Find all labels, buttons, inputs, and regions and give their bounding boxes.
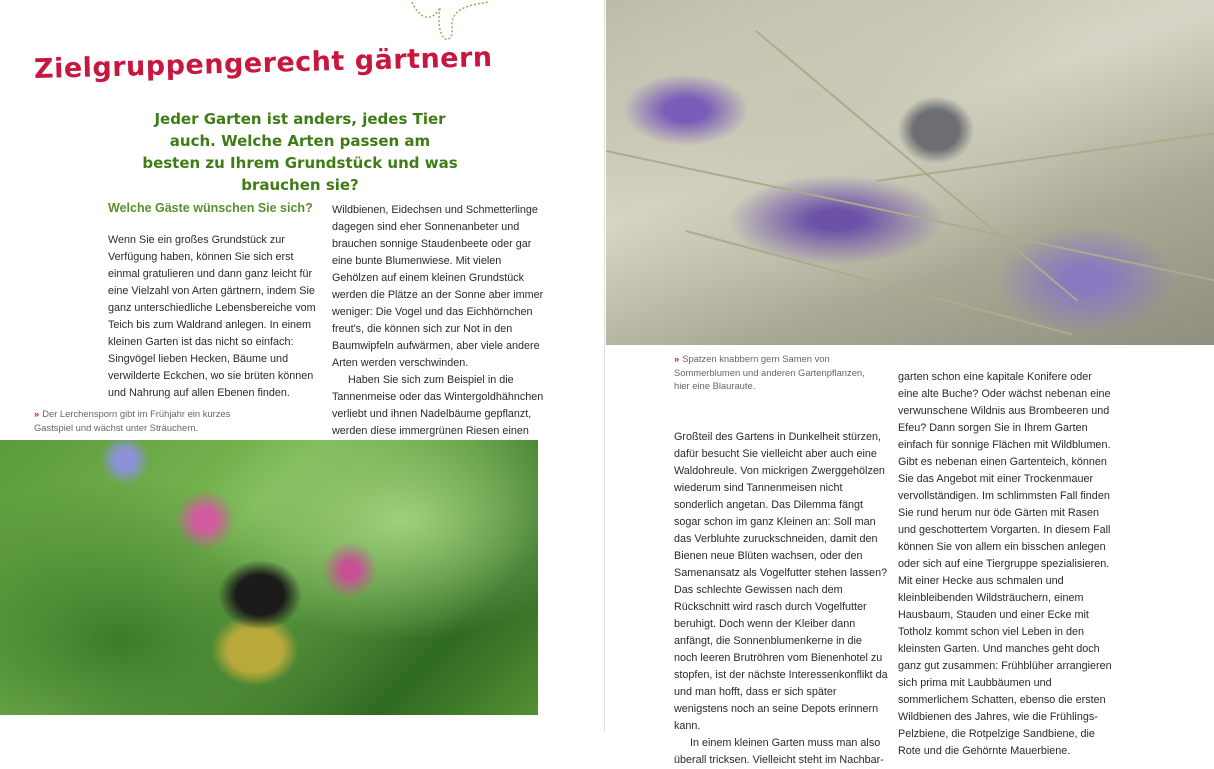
photo-great-tit-in-corydalis [0,440,538,715]
text-column-2 [332,202,546,440]
photo-sparrow-on-perovskia [606,0,1214,345]
photo-caption: » Der Lerchensporn gibt im Frühjahr ein kurzes Gastspiel und wächst unter Sträuchern. [34,408,231,433]
text-column-1 [108,232,320,402]
photo-caption: » Spatzen knabbern gern Samen von Sommerblumen und anderen Gartenpflanzen, hier eine Blauraute. [674,353,865,391]
left-page [0,0,605,732]
caption-marker-icon: » [34,408,40,419]
paragraph: In einem kleinen Garten muss man also überall tricksen. Vielleicht steht im Nachbar- [674,737,884,766]
caption-marker-icon: » [674,353,680,364]
decorative-swirl-icon [410,0,490,42]
page-subtitle: Jeder Garten ist anders, jedes Tier auch. Welche Arten passen am besten zu Ihrem Grundstück und was brauchen sie? [142,110,458,194]
paragraph: Wildbienen, Eidechsen und Schmetterlinge dagegen sind eher Sonnenanbeter und brauchen sonnige Staudenbeete oder gar eine bunte Blumenwiese. Mit vielen Gehölzen auf einem kleinen Grundstück werden die Plätze an der Sonne aber immer weniger: Die Vogel und das Eichhörnchen freut's, die können sich zur Not in den Baumwipfeln aufwärmen, aber viele andere Arten werden verschwinden. [332,204,544,369]
paragraph: Großteil des Gartens in Dunkelheit stürzen, dafür besucht Sie vielleicht aber auch eine Waldohreule. Von mickrigen Zwerggehölzen wiederum sind Tannenmeisen nicht sonderlich angetan. Das Dilemma fängt sogar schon im ganz Kleinen an: Soll man das Verbluhte zuruckschneiden, damit den Bienen neue Blüten wachsen, oder den Samenansatz als Vogelfutter stehen lassen? Das schlechte Gewissen nach dem Rückschnitt wird rasch durch Vogelfutter beruhigt. Doch wenn der Kleiber dann anfängt, die Sonnenblumenkerne in die noch leeren Brutröhren vom Bienenhotel zu stopfen, ist der nächste Interessenkonflikt da und man hofft, dass er sich später wenigstens noch an seine Depots erinnern kann. [674,431,888,732]
section-heading: Welche Gäste wünschen Sie sich? [108,201,313,215]
page-title: Zielgruppengerecht gärtnern [33,42,493,85]
paragraph: Haben Sie sich zum Beispiel in die Tannenmeise oder das Wintergoldhähnchen verliebt und ihnen Nadelbäume gepflanzt, werden diese immergrünen Riesen einen [332,374,544,437]
text-column-2 [898,369,1112,760]
paragraph: Wenn Sie ein großes Grundstück zur Verfügung haben, können Sie sich erst einmal gratulieren und dann ganz leicht für eine Vielzahl von Arten gärtnern, indem Sie ganz unterschiedliche Lebensbereiche vom Teich bis zum Waldrand anlegen. In einem kleinen Garten ist das nicht so einfach: Singvögel lieben Hecken, Bäume und verwilderte Eckchen, wo sie brüten können und Nahrung auf allen Ebenen finden. [108,234,316,399]
paragraph: garten schon eine kapitale Konifere oder eine alte Buche? Oder wächst nebenan eine verwunschene Wildnis aus Brombeeren und Efeu? Dann sorgen Sie in Ihrem Garten einfach für sonnige Flächen mit Wildblumen. Gibt es nebenan einen Gartenteich, können Sie das Angebot mit einer Trockenmauer vervollständigen. Im schlimmsten Fall finden Sie rund herum nur öde Gärten mit Rasen und geschottertem Vorgarten. In diesem Fall können Sie von allem ein bisschen anlegen oder sich auf eine Tiergruppe spezialisieren. Mit einer Hecke aus schmalen und kleinbleibenden Wildsträuchern, einem Hausbaum, Stauden und einer Ecke mit Totholz kommt schon viel Leben in den kleinsten Garten. Und manches geht doch ganz gut zusammen: Frühblüher arrangieren sich prima mit Laubbäumen und sommerlichem Schatten, ebenso die ersten Wildbienen des Jahres, wie die Frühlings-Pelzbiene, die Rotpelzige Sandbiene, die Rote und die Gehörnte Mauerbiene. [898,371,1112,757]
right-page [606,0,1214,766]
text-column-1 [674,429,888,769]
